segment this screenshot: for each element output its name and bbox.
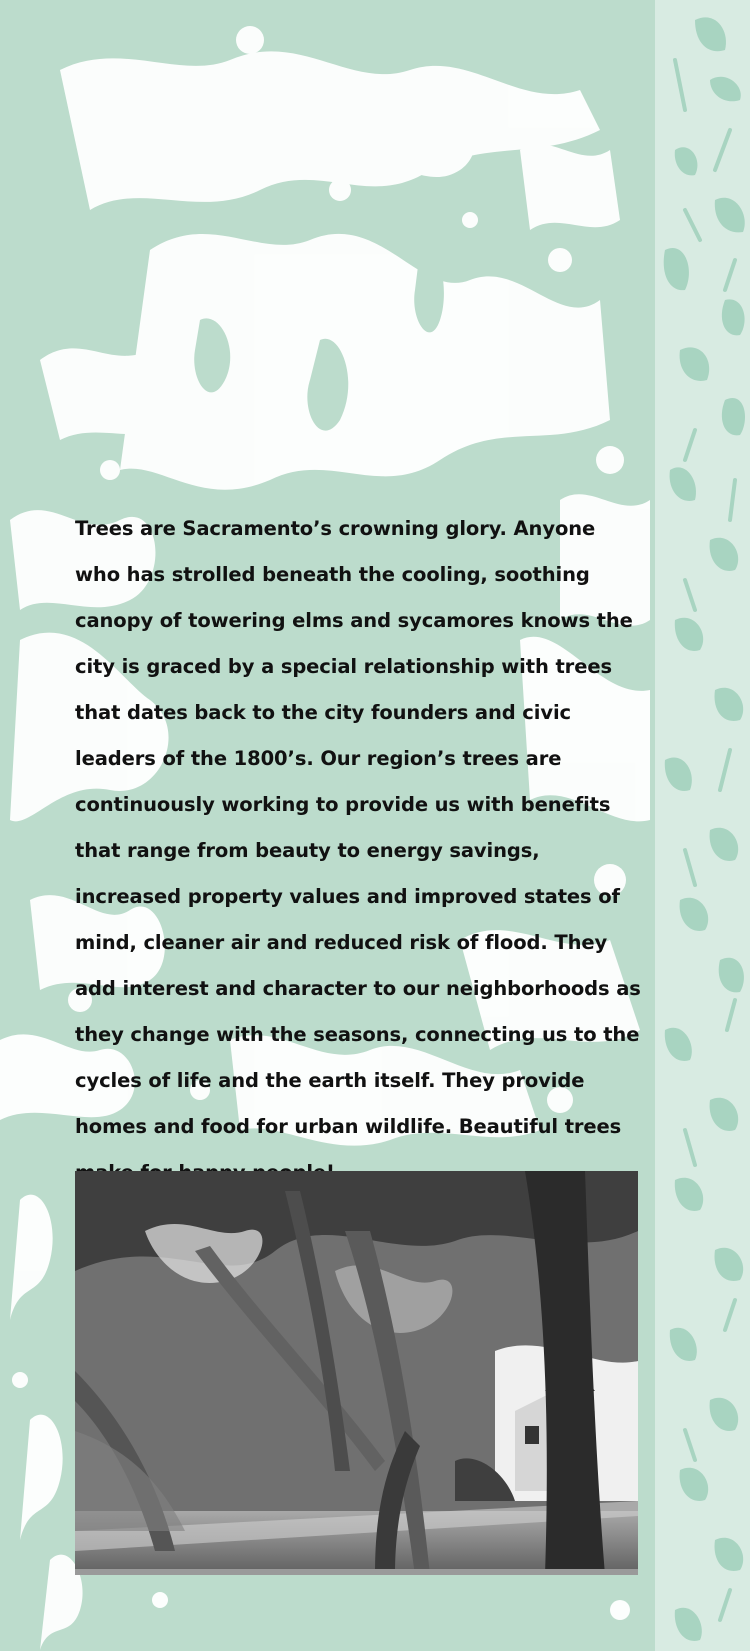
leaf-pattern-strip [655,0,750,1651]
tree-lined-street-photo [75,1171,638,1575]
leaf-pattern [655,0,750,1651]
body-text: Trees are Sacramento’s crowning glory. Anyone who has strolled beneath the cooling, soothing canopy of towering elms and sycamores knows the city is graced by a special relationship with trees that dates back to the city founders and civic leaders of the 1800’s. Our region’s trees are continuously working to provide us with benefits that range from beauty to energy savings, increased property values and improved states of mind, cleaner air and reduced risk of flood. They add interest and character to our neighborhoods as they change with the seasons, connecting us to the cycles of life and the earth itself. They provide homes and food for urban wildlife. Beautiful trees [75,517,641,1138]
